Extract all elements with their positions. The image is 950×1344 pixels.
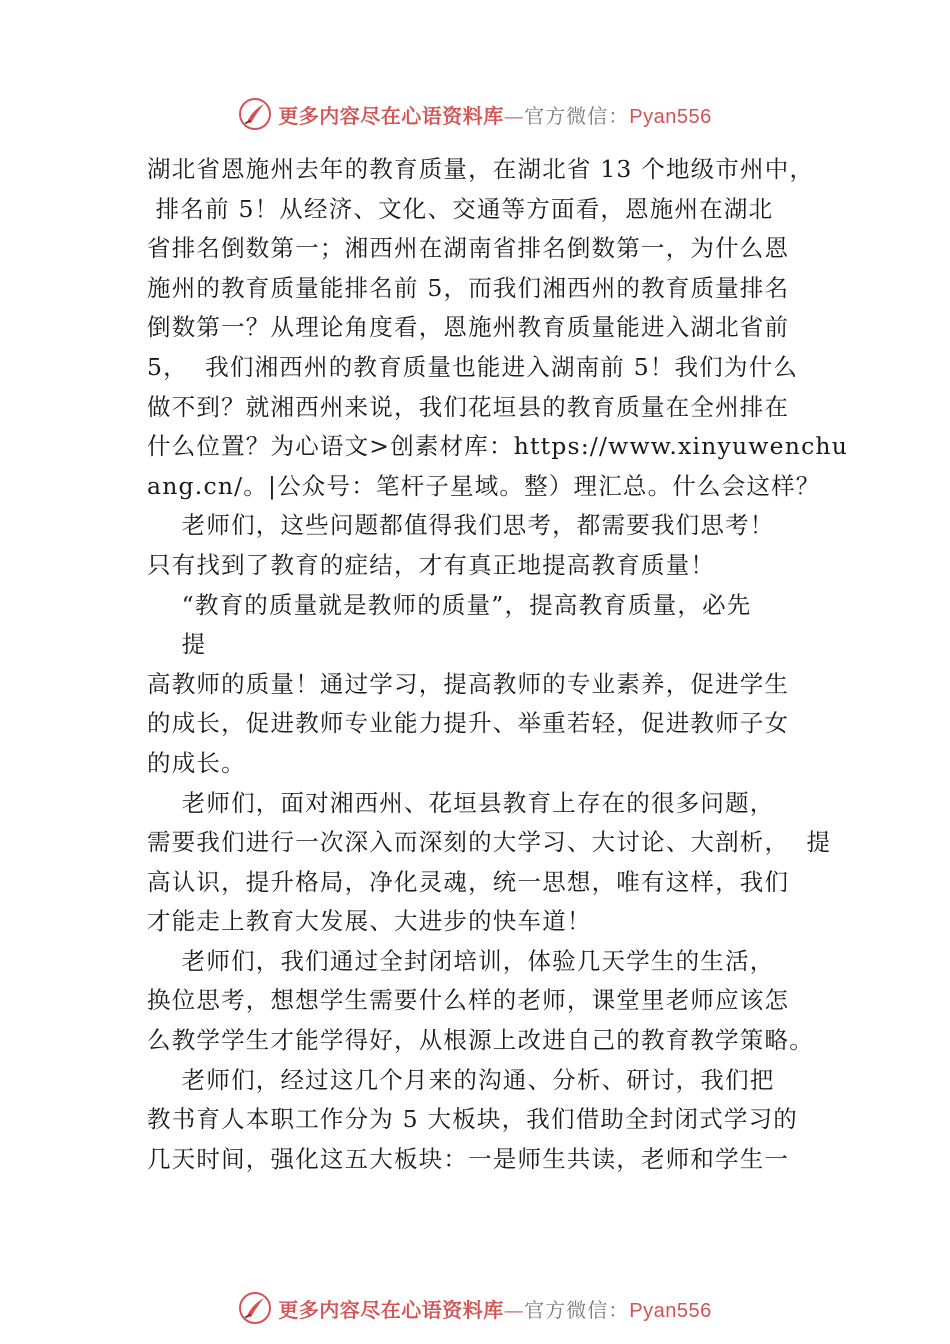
text-line: 倒数第一？从理论角度看，恩施州教育质量能进入湖北省前 xyxy=(147,313,790,342)
header-banner xyxy=(0,94,950,134)
text-line: 才能走上教育大发展、大进步的快车道！ xyxy=(147,907,592,936)
banner-label: 官方微信： xyxy=(524,103,630,128)
text-line: 教书育人本职工作分为 5 大板块，我们借助全封闭式学习的 xyxy=(147,1105,798,1134)
brush-logo-icon xyxy=(238,97,272,131)
text-line: 的成长，促进教师专业能力提升、举重若轻，促进教师子女 xyxy=(147,709,790,738)
brush-logo-icon xyxy=(238,1291,272,1325)
banner-wechat-id: Pyan556 xyxy=(629,1299,712,1322)
text-line: 老师们，我们通过全封闭培训，体验几天学生的生活， xyxy=(147,946,775,975)
footer-banner xyxy=(0,1288,950,1328)
text-line: 高认识，提升格局，净化灵魂，统一思想，唯有这样，我们 xyxy=(147,867,790,896)
text-line: 的成长。 xyxy=(147,748,246,777)
footer-banner-text xyxy=(278,1294,711,1323)
text-line: 只有找到了教育的症结，才有真正地提高教育质量！ xyxy=(147,550,716,579)
banner-label: 官方微信： xyxy=(524,1297,630,1322)
text-line: 5， 我们湘西州的教育质量也能进入湖南前 5！我们为什么 xyxy=(147,352,799,381)
banner-brand: 更多内容尽在心语资料库 xyxy=(278,103,504,128)
text-line: 老师们，这些问题都值得我们思考，都需要我们思考！ xyxy=(147,511,775,540)
text-line: 几天时间，强化这五大板块：一是师生共读，老师和学生一 xyxy=(147,1144,790,1173)
text-line: “教育的质量就是教师的质量”，提高教育质量，必先 xyxy=(147,590,752,619)
text-line: 老师们，面对湘西州、花垣县教育上存在的很多问题， xyxy=(147,788,775,817)
text-line: 湖北省恩施州去年的教育质量，在湖北省 13 个地级市州中， xyxy=(147,155,815,183)
text-line: ang.cn/。|公众号：笔杆子星域。整）理汇总。什么会这样？ xyxy=(147,471,821,500)
text-line: 需要我们进行一次深入而深刻的大学习、大讨论、大剖析， 提 xyxy=(147,828,832,857)
text-line: 什么位置？为心语文>创素材库：https://www.xinyuwenchu xyxy=(147,432,849,461)
text-line: 做不到？就湘西州来说，我们花垣县的教育质量在全州排在 xyxy=(147,392,790,421)
document-body xyxy=(147,150,849,1179)
text-line: 施州的教育质量能排名前 5，而我们湘西州的教育质量排名 xyxy=(147,273,790,302)
text-line: 高教师的质量！通过学习，提高教师的专业素养，促进学生 xyxy=(147,669,790,698)
banner-brand: 更多内容尽在心语资料库 xyxy=(278,1297,504,1322)
text-line: 老师们，经过这几个月来的沟通、分析、研讨，我们把 xyxy=(147,1065,775,1094)
text-line: 提 xyxy=(147,630,207,659)
banner-dash: — xyxy=(503,1297,525,1322)
text-line: 省排名倒数第一；湘西州在湖南省排名倒数第一，为什么恩 xyxy=(147,234,790,263)
banner-wechat-id: Pyan556 xyxy=(629,105,712,128)
text-line: 排名前 5！从经济、文化、交通等方面看，恩施州在湖北 xyxy=(147,194,774,223)
banner-dash: — xyxy=(503,103,525,128)
text-line: 么教学学生才能学得好，从根源上改进自己的教育教学策略。 xyxy=(147,1026,814,1055)
text-line: 换位思考，想想学生需要什么样的老师，课堂里老师应该怎 xyxy=(147,986,790,1015)
header-banner-text xyxy=(278,100,711,129)
